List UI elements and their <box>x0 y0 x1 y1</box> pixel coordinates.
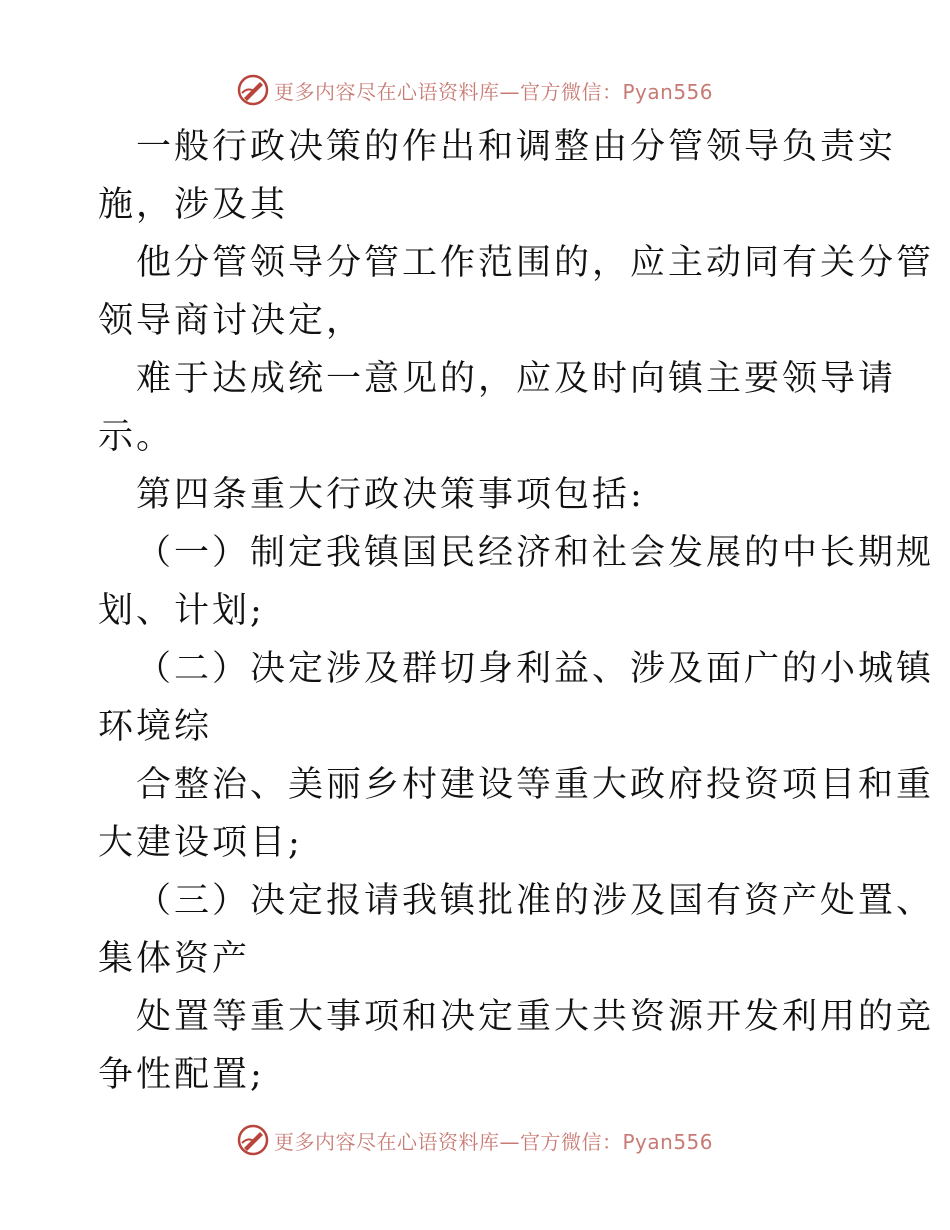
text-line: 他分管领导分管工作范围的，应主动同有关分管 <box>136 243 935 283</box>
text-line: 示。 <box>98 417 175 457</box>
text-line: 处置等重大事项和决定重大共资源开发利用的竞 <box>136 997 935 1037</box>
header-banner <box>236 72 713 108</box>
text-line: （一）制定我镇国民经济和社会发展的中长期规 <box>136 533 935 573</box>
text-line: 领导商讨决定， <box>98 301 365 341</box>
text-line: 施，涉及其 <box>98 185 289 225</box>
logo-icon <box>236 73 270 107</box>
document-body <box>98 118 935 1104</box>
text-line: 大建设项目; <box>98 823 303 863</box>
text-line: 第四条重大行政决策事项包括: <box>136 475 645 515</box>
text-line: 合整治、美丽乡村建设等重大政府投资项目和重 <box>136 765 935 805</box>
text-line: 争性配置; <box>98 1055 265 1095</box>
header-banner-text: 更多内容尽在心语资料库—官方微信：Pyan556 <box>274 79 714 104</box>
text-line: （二）决定涉及群切身利益、涉及面广的小城镇 <box>136 649 935 689</box>
logo-icon <box>236 1123 270 1157</box>
text-line: 环境综 <box>98 707 213 747</box>
text-line: 一般行政决策的作出和调整由分管领导负责实 <box>136 127 897 167</box>
footer-banner-text: 更多内容尽在心语资料库—官方微信：Pyan556 <box>274 1129 714 1154</box>
text-line: （三）决定报请我镇批准的涉及国有资产处置、 <box>136 881 935 921</box>
text-line: 难于达成统一意见的，应及时向镇主要领导请 <box>136 359 897 399</box>
text-line: 划、计划; <box>98 591 265 631</box>
footer-banner <box>236 1122 713 1158</box>
text-line: 集体资产 <box>98 939 251 979</box>
